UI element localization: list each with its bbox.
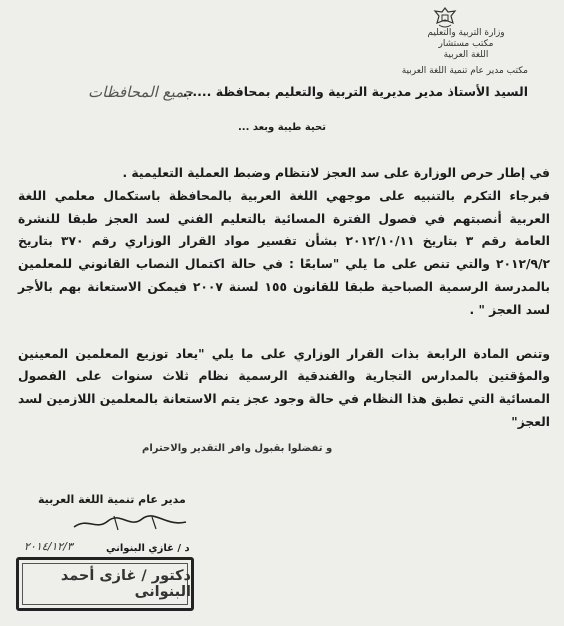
letter-body [18, 162, 550, 434]
handwritten-signature-icon [70, 513, 190, 533]
body-paragraph-3: وتنص المادة الرابعة بذات القرار الوزاري على ما يلي "يعاد توزيع المعلمين المعينين والمؤقتين بالمدارس التجارية والفندقية الرسمية نظام ثلاث سنوات على الفصول المسائية التي تطبق هذا النظام في حالة وجود عجز يتم الاستعانة بالمعلمين اللازمين لسد العجز" [18, 346, 550, 429]
name-stamp [16, 557, 194, 611]
signature-date: ٢٠١٤/١٢/٣ [24, 540, 73, 553]
signatory-title: مدير عام تنمية اللغة العربية [38, 493, 186, 506]
letterhead-line-1: وزارة التربية والتعليم [427, 28, 505, 38]
signatory-name: د / غازي البنواني [106, 543, 190, 554]
office-name: مكتب مدير عام تنمية اللغة العربية [401, 66, 528, 76]
letterhead-line-3: اللغة العربية [443, 50, 489, 60]
handwritten-note: جميع المحافظات [88, 83, 194, 101]
body-paragraph-1: في إطار حرص الوزارة على سد العجز لانتظام وضبط العملية التعليمية . [122, 166, 550, 180]
greeting: تحية طيبة وبعد ... [238, 122, 326, 133]
closing-line: و تفضلوا بقبول وافر التقدير والاحترام [142, 443, 333, 454]
addressee: السيد الأستاذ مدير مديرية التربية والتعليم بمحافظة ...... [182, 84, 528, 99]
stamp-text: دكتور / غازى أحمد البنوانى [60, 568, 191, 600]
paragraph-spacer [18, 322, 550, 343]
letterhead-line-2: مكتب مستشار [438, 39, 494, 49]
letterhead [406, 28, 526, 61]
body-paragraph-2: فبرجاء التكرم بالتنبيه على موجهي اللغة العربية بالمحافظة باستكمال معلمي اللغة العربية أنصبتهم في فصول الفترة المسائية بالتعليم الفني لسد العجز طبقا للنشرة العامة رقم ٣ بتاريخ ٢٠١٢/١٠/١١ بشأن تفسير مواد القرار الوزاري رقم ٣٧٠ بتاريخ ٢٠١٢/٩/٢ والتي تنص على ما يلي "سابعًا : في حالة اكتمال النصاب القانوني للمعلمين بالمدرسة الرسمية الصباحية طبقا للقانون ١٥٥ لسنة ٢٠٠٧ فيمكن الاستعانة بهم بالأجر لسد العجز " . [18, 188, 551, 317]
eagle-emblem-icon [432, 6, 458, 30]
